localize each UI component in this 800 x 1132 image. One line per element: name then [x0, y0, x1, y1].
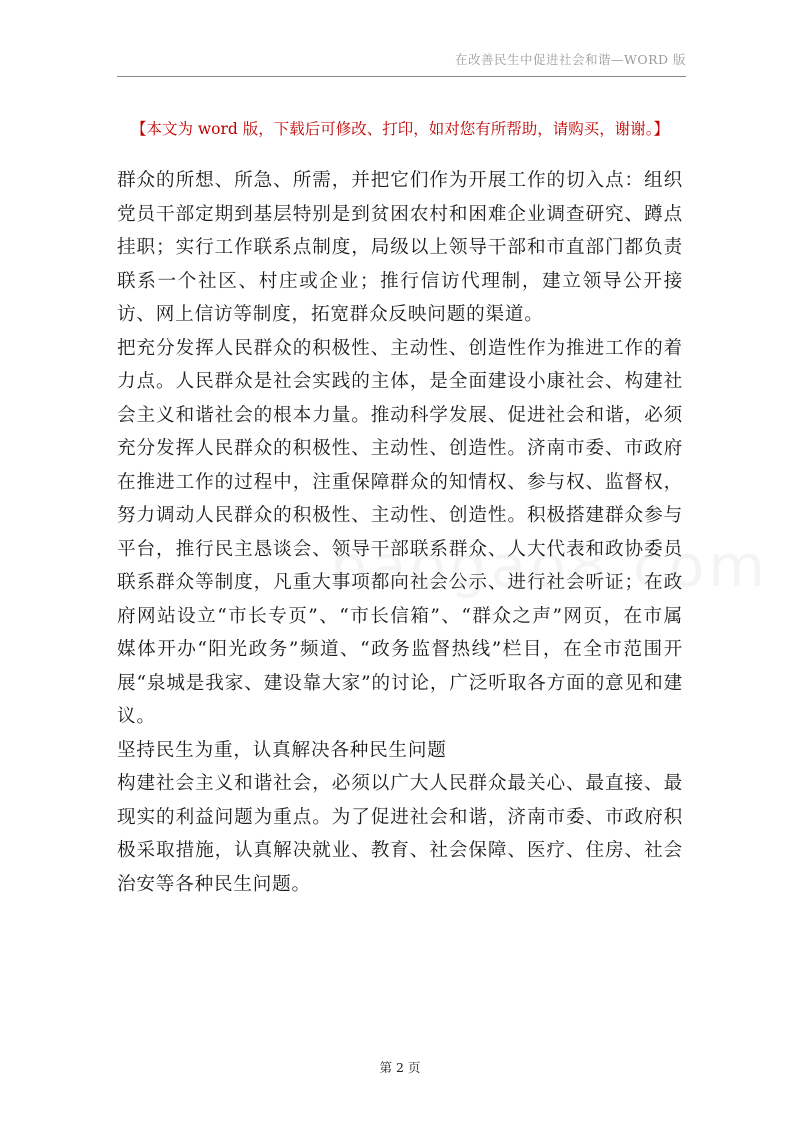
paragraph: 群众的所想、所急、所需，并把它们作为开展工作的切入点：组织党员干部定期到基层特别是到贫困农村和困难企业调查研究、蹲点挂职；实行工作联系点制度，局级以上领导干部和市直部门都负责联系一个社区、村庄或企业；推行信访代理制，建立领导公开接访、网上信访等制度，拓宽群众反映问题的渠道。 — [117, 170, 683, 325]
header-title: 在改善民生中促进社会和谐—WORD 版 — [454, 52, 686, 67]
download-notice: 【本文为 word 版，下载后可修改、打印，如对您有所帮助，请购买，谢谢。】 — [130, 120, 670, 138]
paragraph: 构建社会主义和谐社会，必须以广大人民群众最关心、最直接、最现实的利益问题为重点。为了促进社会和谐，济南市委、市政府积极采取措施，认真解决就业、教育、社会保障、医疗、住房、社会治安等各种民生问题。 — [117, 773, 683, 895]
paragraph: 把充分发挥人民群众的积极性、主动性、创造性作为推进工作的着力点。人民群众是社会实践的主体，是全面建设小康社会、构建社会主义和谐社会的根本力量。推动科学发展、促进社会和谐，必须充分发挥人民群众的积极性、主动性、创造性。济南市委、市政府在推进工作的过程中，注重保障群众的知情权、参与权、监督权，努力调动人民群众的积极性、主动性、创造性。积极搭建群众参与平台，推行民主恳谈会、领导干部联系群众、人大代表和政协委员联系群众等制度，凡重大事项都向社会公示、进行社会听证；在政府网站设立“市长专页”、“市长信箱”、“群众之声”网页，在市属媒体开办“阳光政务”频道、“政务监督热线”栏目，在全市范围开展“泉城是我家、建设靠大家”的讨论，广泛听取各方面的意见和建议。 — [117, 337, 683, 727]
page-header — [117, 50, 686, 77]
section-heading: 坚持民生为重，认真解决各种民生问题 — [117, 739, 447, 761]
page-number: 第 2 页 — [379, 1060, 421, 1075]
document-body — [117, 164, 683, 901]
